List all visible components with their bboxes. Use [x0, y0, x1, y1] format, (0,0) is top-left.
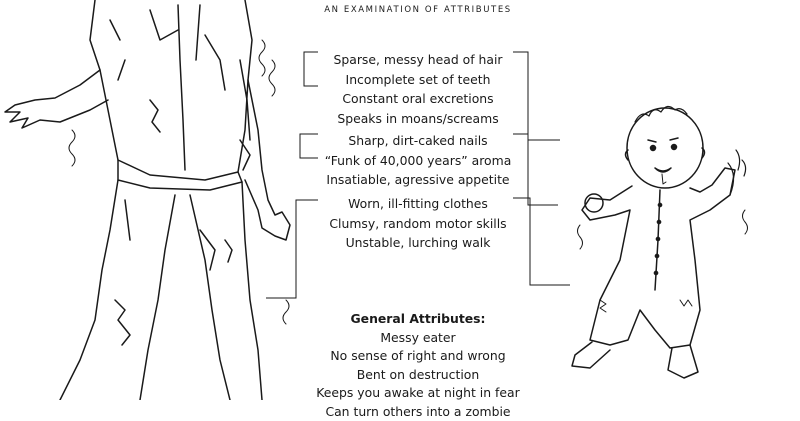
attribute-line: Insatiable, agressive appetite — [300, 170, 536, 190]
baby-illustration — [560, 100, 800, 400]
attribute-group-body — [300, 194, 536, 253]
general-attribute-item: No sense of right and wrong — [300, 347, 536, 366]
subtitle: AN EXAMINATION OF ATTRIBUTES — [318, 5, 518, 15]
attribute-line: Worn, ill-fitting clothes — [300, 194, 536, 214]
attribute-line: Constant oral excretions — [300, 89, 536, 109]
general-attribute-item: Messy eater — [300, 329, 536, 348]
attribute-line: “Funk of 40,000 years” aroma — [300, 151, 536, 171]
general-attribute-item: Keeps you awake at night in fear — [300, 384, 536, 403]
attribute-group-hands — [300, 131, 536, 190]
attribute-group-head — [300, 50, 536, 128]
zombie-illustration — [0, 0, 300, 400]
general-attributes — [300, 310, 536, 421]
attribute-line: Speaks in moans/screams — [300, 109, 536, 129]
attribute-line: Sharp, dirt-caked nails — [300, 131, 536, 151]
attribute-line: Clumsy, random motor skills — [300, 214, 536, 234]
attribute-line: Sparse, messy head of hair — [300, 50, 536, 70]
general-attributes-heading: General Attributes: — [300, 310, 536, 329]
general-attribute-item: Can turn others into a zombie — [300, 403, 536, 421]
attribute-line: Unstable, lurching walk — [300, 233, 536, 253]
general-attribute-item: Bent on destruction — [300, 366, 536, 385]
attribute-line: Incomplete set of teeth — [300, 70, 536, 90]
